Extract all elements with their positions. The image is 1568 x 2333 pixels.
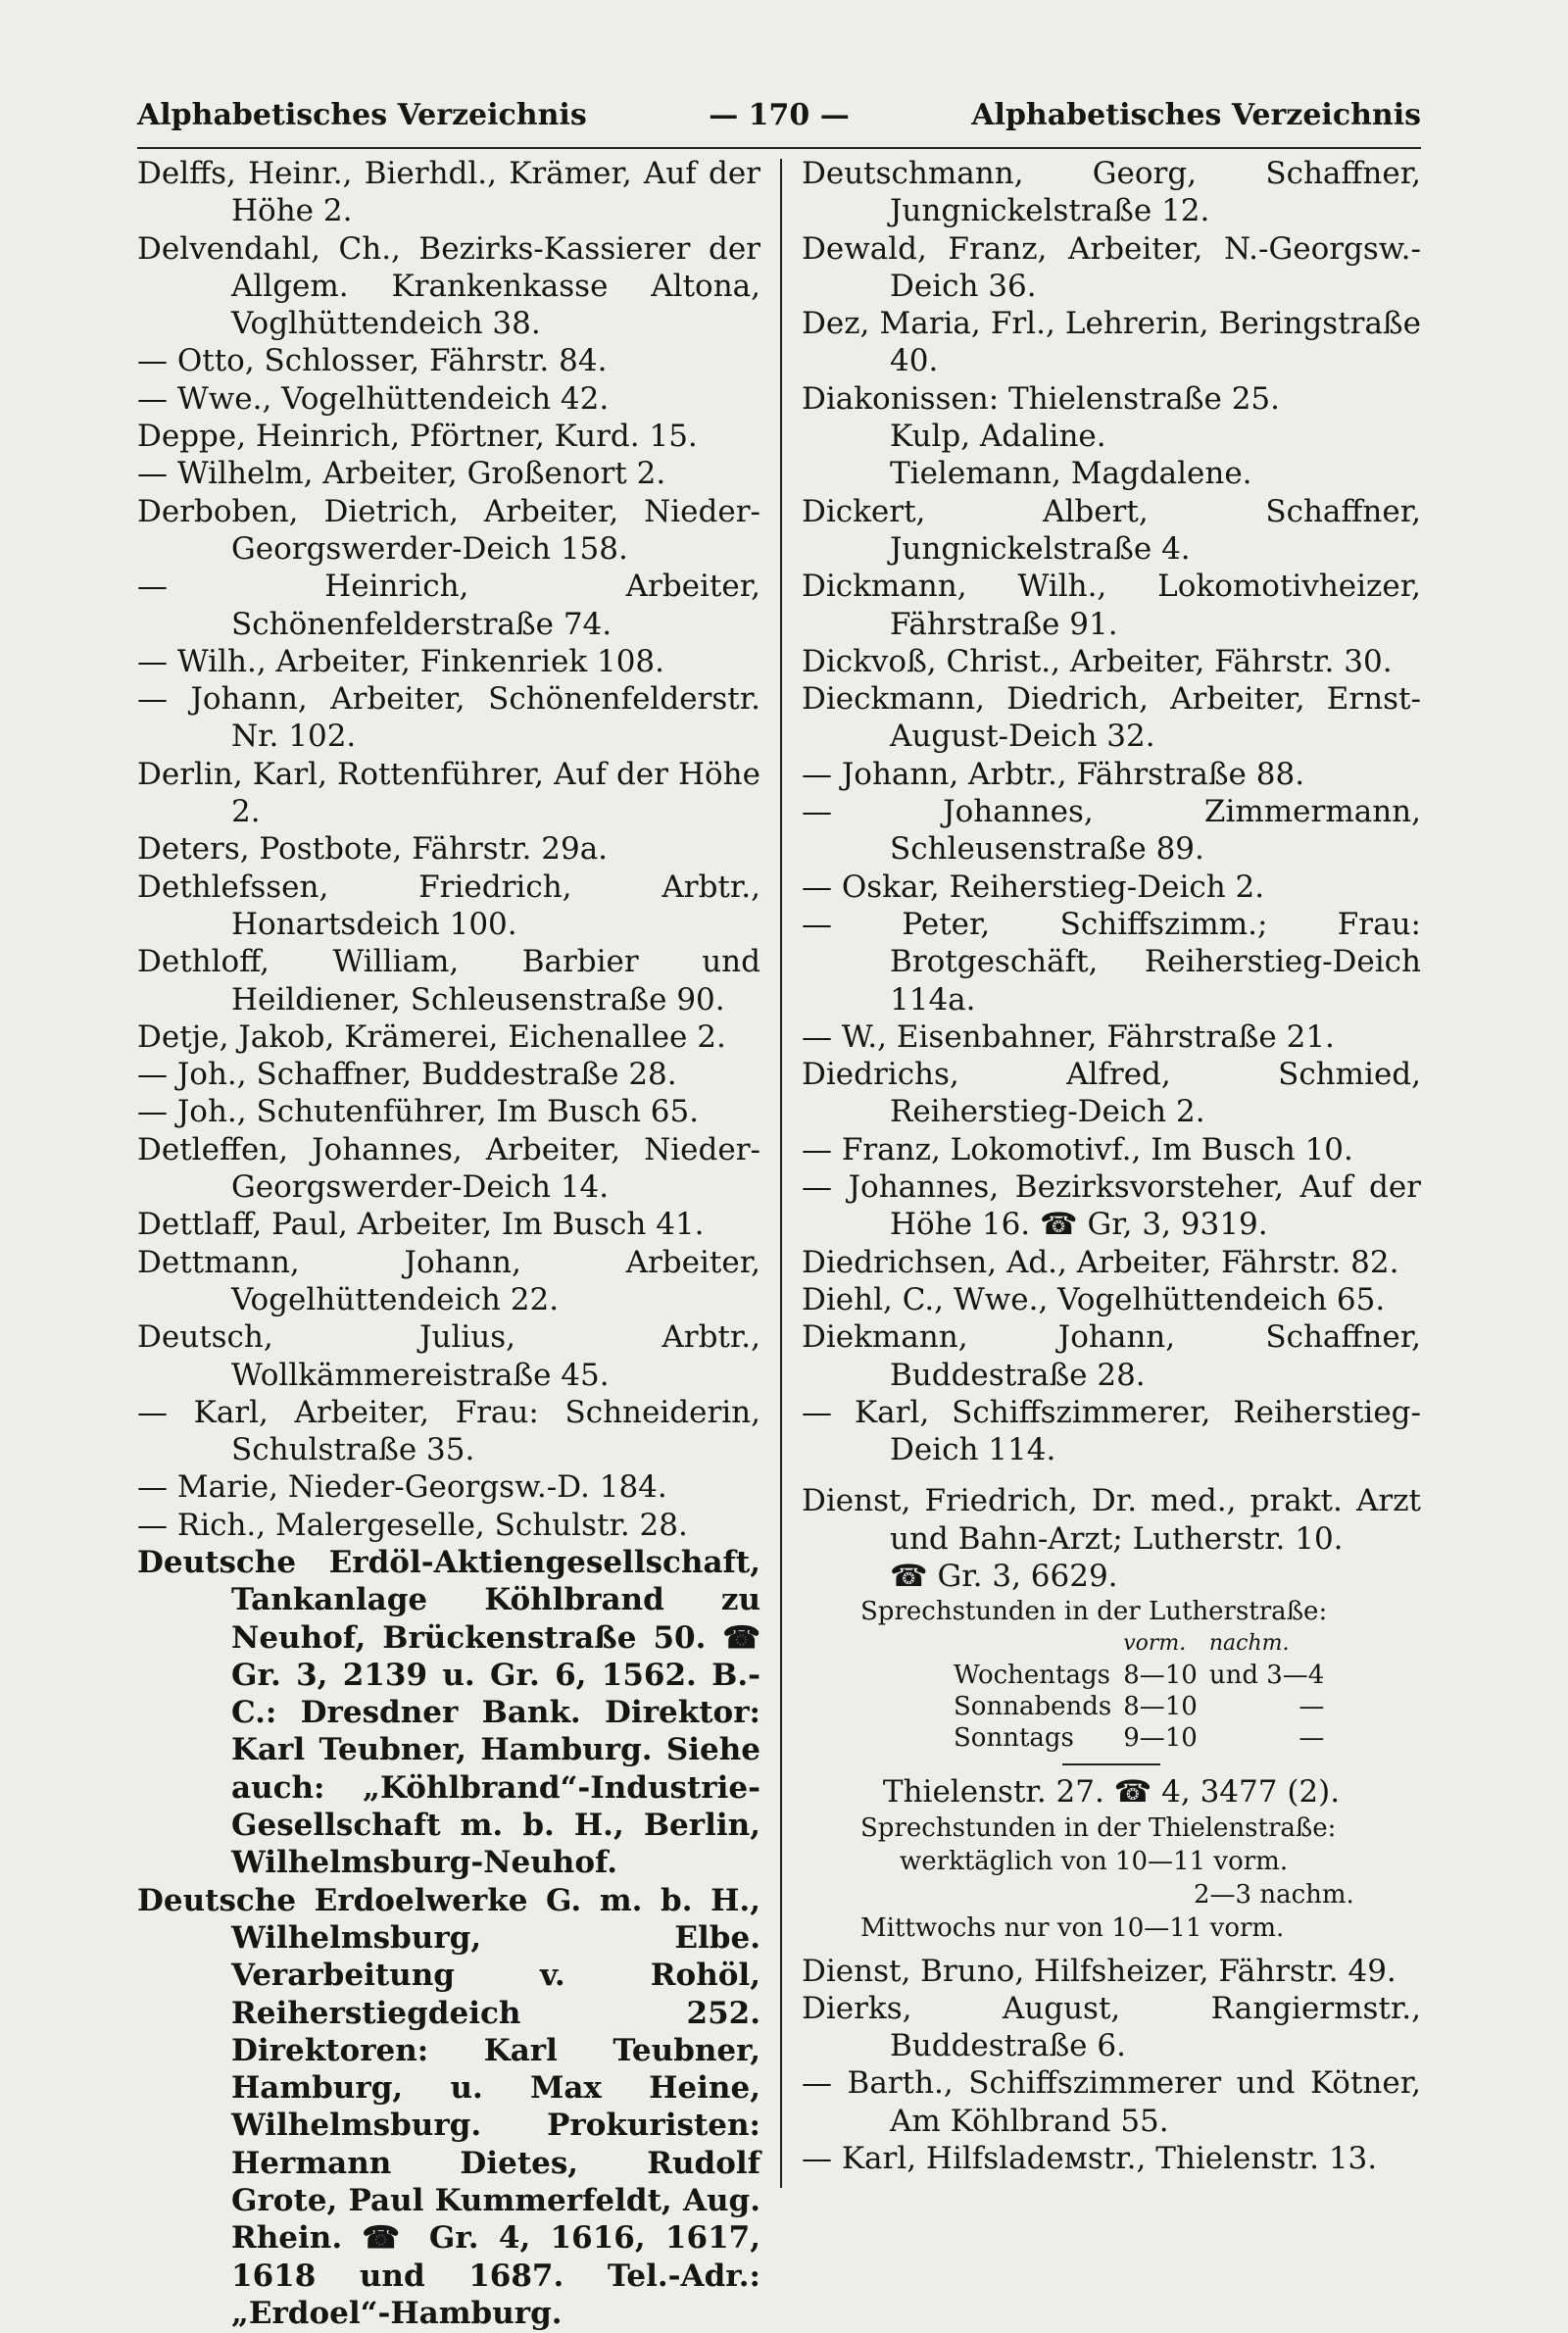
hours-nachm: und 3—4 [1208,1661,1325,1691]
spacer [802,1468,1421,1482]
entry: Diakonissen: Thielenstraße 25. [802,380,1281,417]
entry: — Karl, Hilfsladeмstr., Thielenstr. 13. [802,2141,1378,2177]
entry: Dieckmann, Diedrich, Arbeiter, Ernst-August-Deich 32. [802,681,1421,755]
entry: Detleffen, Johannes, Arbeiter, Nieder-Georgswerder-Deich 14. [137,1131,760,1206]
entry: Diedrichsen, Ad., Arbeiter, Fährstr. 82. [802,1244,1399,1280]
entry: — Wilh., Arbeiter, Finkenriek 108. [137,643,664,679]
hours-row [954,1660,1336,1691]
entry: — Peter, Schiffszimm.; Frau: Brotgeschäft, Reiherstieg-Deich 114a. [802,906,1421,1018]
entry: Dickvoß, Christ., Arbeiter, Fährstr. 30. [802,643,1393,679]
dienst-phone: ☎ Gr. 3, 6629. [890,1558,1118,1594]
entry: Diehl, C., Wwe., Vogelhüttendeich 65. [802,1281,1386,1317]
thielen-hours-line: 2—3 nachm. [1194,1879,1354,1910]
luther-hours-heading: Sprechstunden in der Lutherstraße: [860,1597,1328,1627]
entry: — Heinrich, Arbeiter, Schönenfelderstraße 74. [137,569,760,642]
entry: — Karl, Arbeiter, Frau: Schneiderin, Schulstraße 35. [137,1394,760,1468]
hours-row [954,1722,1336,1754]
entry: Deutsch, Julius, Arbtr., Wollkämmereistraße 45. [137,1319,760,1393]
entry: — Joh., Schutenführer, Im Busch 65. [137,1094,700,1130]
header-left-title: Alphabetisches Verzeichnis [137,98,587,132]
entry: — Barth., Schiffszimmerer und Kötner, Am Köhlbrand 55. [802,2065,1421,2139]
entry: — Wwe., Vogelhüttendeich 42. [137,380,610,417]
header-right-title: Alphabetisches Verzeichnis [971,98,1421,132]
entry: Dethloff, William, Barbier und Heildiener, Schleusenstraße 90. [137,944,760,1018]
section-divider [1062,1763,1160,1765]
thielen-hours-heading: Sprechstunden in der Thielenstraße: [860,1812,1337,1843]
hours-vorm: 9—10 [1123,1723,1198,1754]
column-divider [780,159,782,2188]
office-hours-table [954,1628,1336,1754]
entry: — Karl, Schiffszimmerer, Reiherstieg-Deich 114. [802,1394,1421,1468]
spacer [802,1945,1421,1953]
entry: Derboben, Dietrich, Arbeiter, Nieder-Georgswerder-Deich 158. [137,493,760,567]
entry: — W., Eisenbahner, Fährstraße 21. [802,1018,1335,1055]
entry: — Franz, Lokomotivf., Im Busch 10. [802,1131,1353,1167]
entry: — Joh., Schaffner, Buddestraße 28. [137,1057,677,1093]
hours-day: Sonntags [954,1723,1074,1754]
entry: — Johannes, Bezirksvorsteher, Auf der Höhe 16. ☎ Gr, 3, 9319. [802,1169,1421,1243]
entry: Dettmann, Johann, Arbeiter, Vogelhüttendeich 22. [137,1244,760,1317]
diakonissen-name: Kulp, Adaline. [890,419,1106,455]
entry: — Marie, Nieder-Georgsw.-D. 184. [137,1469,667,1506]
hours-day: Wochentags [954,1661,1110,1691]
entry: — Oskar, Reiherstieg-Deich 2. [802,869,1265,905]
entry: Dickert, Albert, Schaffner, Jungnickelstraße 4. [802,493,1421,567]
hours-header-day [954,1628,1123,1660]
entry: — Johann, Arbtr., Fährstraße 88. [802,756,1305,792]
entry: Delffs, Heinr., Bierhdl., Krämer, Auf der Höhe 2. [137,156,760,229]
hours-vorm: 8—10 [1123,1661,1198,1691]
entry: Diedrichs, Alfred, Schmied, Reiherstieg-Deich 2. [802,1057,1421,1130]
header-rule [137,147,1421,149]
hours-header-vorm: vorm. [1123,1631,1187,1657]
entry: Dez, Maria, Frl., Lehrerin, Beringstraße 40. [802,306,1421,379]
entry: Derlin, Karl, Rottenführer, Auf der Höhe 2. [137,756,760,830]
entry: Deppe, Heinrich, Pförtner, Kurd. 15. [137,419,698,455]
hours-nachm: — [1298,1692,1325,1722]
company-entry: Deutsche Erdoelwerke G. m. b. H., Wilhelmsburg, Elbe. Verarbeitung v. Rohöl, Reiherstiegdeich 252. Direktoren: Karl Teubner, Hamburg, u. Max Heine, Wilhelmsburg. Prokuristen: Hermann Dietes, Rudolf Grote, Paul Kummerfeldt, Aug. Rhein. ☎ Gr. 4, 1616, 1617, 1618 und 1687. Tel.-Adr.: „Erdoel“-Hamburg. [137,1882,760,2331]
entry: Dettlaff, Paul, Arbeiter, Im Busch 41. [137,1207,705,1243]
thielen-hours-line: werktäglich von 10—11 vorm. [900,1846,1289,1876]
entry: Deutschmann, Georg, Schaffner, Jungnickelstraße 12. [802,156,1421,229]
hours-row [954,1691,1336,1722]
entry: Delvendahl, Ch., Bezirks-Kassierer der Allgem. Krankenkasse Altona, Voglhüttendeich 38. [137,230,760,342]
entry: Deters, Postbote, Fährstr. 29a. [137,831,609,868]
hours-nachm: — [1298,1723,1325,1754]
dienst-entry: Dienst, Friedrich, Dr. med., prakt. Arzt und Bahn-Arzt; Lutherstr. 10. [802,1483,1421,1557]
right-column [802,155,1421,2177]
diakonissen-name: Tielemann, Magdalene. [890,456,1252,492]
company-entry: Deutsche Erdöl-Aktiengesellschaft, Tankanlage Köhlbrand zu Neuhof, Brückenstraße 50. ☎ Gr. 3, 2139 u. Gr. 6, 1562. B.-C.: Dresdner Bank. Direktor: Karl Teubner, Hamburg. Siehe auch: „Köhlbrand“-Industrie-Gesellschaft m. b. H., Berlin, Wilhelmsburg-Neuhof. [137,1544,760,1881]
hours-vorm: 8—10 [1123,1692,1198,1722]
entry: Diekmann, Johann, Schaffner, Buddestraße 28. [802,1319,1421,1393]
page-number: — 170 — [709,98,850,132]
thielen-hours-line: Mittwochs nur von 10—11 vorm. [860,1912,1285,1943]
entry: — Johannes, Zimmermann, Schleusenstraße 89. [802,794,1421,868]
page-header [137,98,1421,147]
entry: — Wilhelm, Arbeiter, Großenort 2. [137,456,666,492]
entry: Dienst, Bruno, Hilfsheizer, Fährstr. 49. [802,1953,1396,1989]
entry: Dierks, August, Rangiermstr., Buddestraße 6. [802,1990,1421,2064]
entry: — Johann, Arbeiter, Schönenfelderstr. Nr. 102. [137,681,760,755]
entry: Dethlefssen, Friedrich, Arbtr., Honartsdeich 100. [137,869,760,942]
left-column [137,155,760,2332]
entry: — Otto, Schlosser, Fährstr. 84. [137,343,608,379]
entry: Dewald, Franz, Arbeiter, N.-Georgsw.-Deich 36. [802,230,1421,304]
entry: Dickmann, Wilh., Lokomotivheizer, Fährstraße 91. [802,569,1421,642]
hours-day: Sonnabends [954,1692,1112,1722]
hours-header-nachm: nachm. [1208,1631,1290,1657]
entry: Detje, Jakob, Krämerei, Eichenallee 2. [137,1018,726,1055]
entry: — Rich., Malergeselle, Schulstr. 28. [137,1507,688,1543]
thielen-address: Thielenstr. 27. ☎ 4, 3477 (2). [882,1774,1341,1811]
